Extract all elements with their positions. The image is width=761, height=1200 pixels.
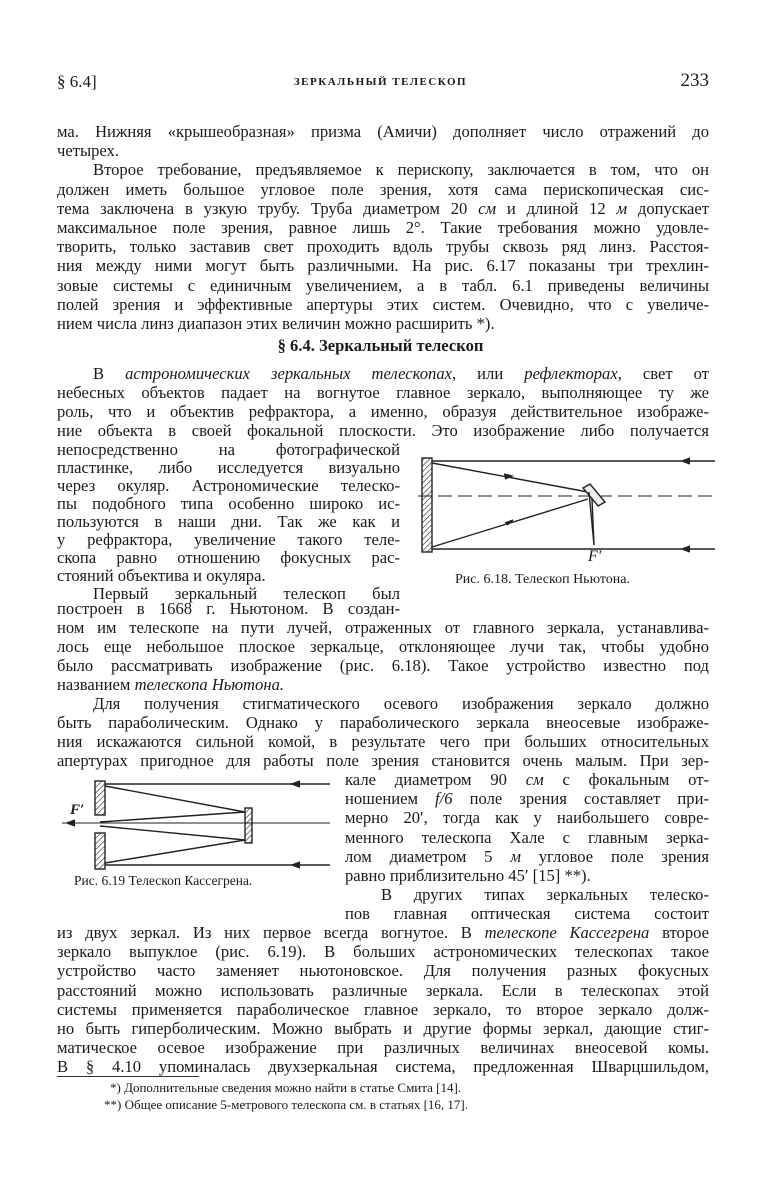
text-run: скопа равно отношению фокусных рас- — [57, 548, 400, 567]
text-run: небесных объектов падает на вогнутое главное зеркало, выполняющее ту же — [57, 383, 709, 402]
text-run: зовые системы с единичным увеличением, а в табл. 6.1 приведены величины — [57, 275, 709, 295]
text-run: максимальное поле зрения, равное лишь 2°. Такие требования можно удовле- — [57, 218, 709, 237]
text-run: нием числа линз диапазон этих величин можно расширить *). — [57, 314, 495, 333]
text-run: ния между ними могут быть различными. На рис. 6.17 показаны три трехлин- — [57, 256, 709, 276]
text-run: менного телескопа Хале с главным зерка- — [345, 827, 709, 847]
text-run: зеркало выпуклое (рис. 6.19). В больших астрономических телескопах такое — [57, 942, 709, 962]
italic-term: см — [525, 770, 544, 789]
text-run: через окуляр. Астрономические телеско- — [57, 476, 400, 495]
newton-focus-label: F′ — [588, 548, 602, 565]
italic-term: f/6 — [435, 789, 453, 809]
footnote-1: *) Дополнительные сведения можно найти в статье Смита [14]. — [110, 1080, 462, 1095]
italic-term: телескопе Кассегрена — [484, 923, 650, 942]
text-run: полей зрения и эффективные апертуры этих систем. Очевидно, что с увеличе- — [57, 294, 709, 314]
text-run: названием — [57, 675, 135, 694]
italic-term: м — [510, 846, 521, 866]
section-marker: § 6.4] — [57, 72, 97, 91]
text-run: из двух зеркал. Из них первое всегда вогнутое. В — [57, 923, 485, 942]
text-run: четырех. — [57, 141, 119, 161]
footnote-2: **) Общее описание 5-метрового телескопа см. в статьях [16, 17]. — [104, 1097, 469, 1112]
text-run: устройство часто заменяет ньютоновское. Для получения разных фокусных — [57, 961, 709, 981]
flat-mirror — [583, 484, 605, 506]
italic-term: рефлекторах — [524, 364, 618, 383]
text-run: но быть гиперболическим. Можно выбрать и другие формы зеркал, дающие стиг- — [57, 1019, 709, 1038]
italic-term: астрономических зеркальных телескопах — [125, 364, 452, 383]
text-run: пользуются в наши дни. Так же как и — [57, 512, 400, 531]
text-run: лом диаметром 5 — [345, 846, 511, 866]
text-run: , или — [451, 364, 525, 383]
italic-term: телескопа Ньютона. — [134, 675, 285, 694]
text-run: быть параболическим. Однако у параболического зеркала внеосевые изображе- — [57, 713, 709, 732]
newton-diagram — [418, 458, 716, 552]
italic-term: м — [616, 198, 628, 218]
text-run: Для получения стигматического осевого изображения зеркало должно — [93, 694, 709, 713]
text-run: Второе требование, предъявляемое к перископу, заключается в том, что он — [93, 160, 709, 180]
text-run: , свет от — [617, 364, 709, 383]
text-run: системы применяется параболическое главное зеркало, то второе зеркало долж- — [57, 999, 709, 1019]
text-run: пы подобного типа особенно широко ис- — [57, 494, 400, 513]
text-run: ния искажаются сильной комой, в результате чего при больших относительных — [57, 732, 709, 751]
text-run: у рефрактора, увеличение такого теле- — [57, 530, 400, 549]
section-heading: § 6.4. Зеркальный телескоп — [277, 336, 484, 355]
text-run: апертурах пригодное для работы поле зрения становится очень малым. При зер- — [57, 751, 709, 770]
cassegrain-caption: Рис. 6.19 Телескоп Кассегрена. — [74, 873, 253, 888]
text-run: В § 4.10 упоминалась двухзеркальная система, предложенная Шварцшильдом, — [57, 1057, 709, 1077]
text-run: построен в 1668 г. Ньютоном. В создан- — [57, 599, 400, 618]
cassegrain-focus-label: F′ — [70, 802, 85, 818]
text-run: равно приблизительно 45′ [15] **). — [345, 866, 591, 885]
text-run: было рассматривать изображение (рис. 6.18). Такое устройство известно под — [57, 656, 709, 675]
text-run: ние объекта в своей фокальной плоскости. Это изображение либо получается — [57, 421, 709, 440]
text-run: Первый зеркальный телескоп был — [93, 584, 400, 603]
text-run: допускает — [627, 198, 709, 218]
text-run: и длиной 12 — [496, 198, 617, 218]
text-run: тема заключена в узкую трубу. Труба диаметром 20 — [57, 198, 479, 218]
text-run: роль, что и объектив рефрактора, а именно, образуя действительное изображе- — [57, 402, 709, 421]
text-run: должен иметь большое угловое поле зрения, хотя сама перископическая сис- — [57, 179, 709, 199]
text-run: стояний объектива и окуляра. — [57, 566, 266, 585]
text-run: второе — [649, 923, 710, 942]
text-run: с фокальным от- — [543, 770, 709, 789]
primary-mirror — [95, 781, 105, 815]
footnote-divider — [57, 1076, 199, 1077]
newton-caption: Рис. 6.18. Телескоп Ньютона. — [455, 572, 630, 587]
running-title: ЗЕРКАЛЬНЫЙ ТЕЛЕСКОП — [293, 76, 468, 88]
text-run: ном им телескопе на пути лучей, отраженных от главного зеркала, устанавлива- — [57, 618, 709, 637]
italic-term: см — [478, 198, 497, 218]
page-number: 233 — [680, 70, 709, 91]
text-run: поле зрения составляет при- — [452, 789, 709, 809]
text-run: расстояний можно использовать различные зеркала. Если в телескопах этой — [57, 980, 709, 1000]
primary-mirror — [422, 458, 432, 552]
text-run: мерно 20′, тогда как у наибольшего совре- — [345, 808, 709, 828]
text-run: угловое поле зрения — [520, 846, 709, 866]
text-run: ма. Нижняя «крышеобразная» призма (Амичи) дополняет число отражений до — [57, 122, 709, 141]
text-run: творить, только заставив свет проходить вдоль трубы сквозь ряд линз. Расстоя- — [57, 237, 709, 257]
text-run: непосредственно на фотографической — [57, 440, 400, 459]
secondary-mirror — [245, 808, 252, 843]
text-run: кале диаметром 90 — [345, 770, 526, 789]
text-run: матическое осевое изображение при различных величинах внеосевой комы. — [57, 1038, 709, 1058]
text-run: пов главная оптическая система состоит — [345, 904, 709, 924]
text-run: пластинке, либо исследуется визуально — [57, 458, 400, 477]
cassegrain-diagram — [62, 781, 330, 869]
text-run: В — [93, 364, 126, 383]
text-run: ношением — [345, 789, 436, 809]
text-run: В других типах зеркальных телеско- — [381, 885, 709, 905]
text-run: лось еще небольшое плоское зеркальце, отклоняющее лучи так, чтобы удобно — [57, 637, 709, 656]
